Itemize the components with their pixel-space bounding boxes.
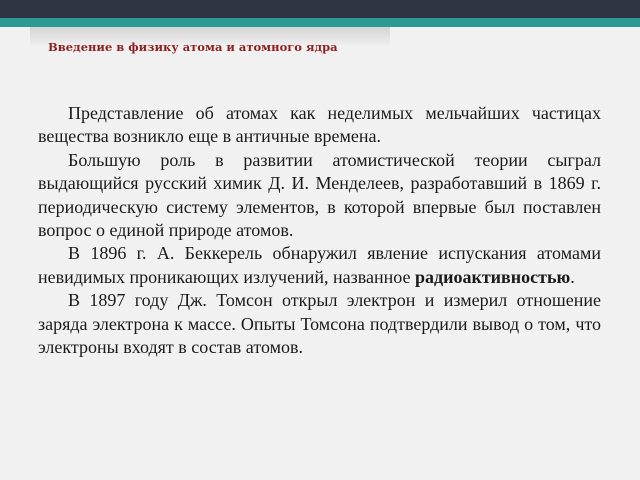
paragraph-text: В 1897 году Дж. Томсон открыл электрон и измерил отношение заряда электрона к массе. Опыты Томсона подтвердили вывод о том, что электроны входят в состав атомов. [38, 290, 601, 358]
accent-line [0, 18, 640, 27]
paragraph-text: Большую роль в развитии атомистической теории сыграл выдающийся русский химик Д. И. Менделеев, разработавший в 1869 г. периодическую систему элементов, в которой впервые был поставлен вопрос о единой природе атомов. [38, 149, 601, 241]
radioactivity-term: радиоактивностью [414, 266, 571, 287]
slide-body [38, 102, 601, 359]
paragraph-becquerel [38, 242, 601, 289]
paragraph-thomson [38, 289, 601, 359]
paragraph-tail: . [570, 266, 575, 287]
paragraph-mendeleev [38, 149, 601, 243]
header-band [0, 0, 640, 18]
paragraph-text: В 1896 г. А. Беккерель обнаружил явление испускания атомами невидимых проникающих излучений, названное [38, 243, 601, 287]
paragraph-text: Представление об атомах как неделимых мельчайших частицах вещества возникло еще в античные времена. [38, 103, 601, 147]
slide-title: Введение в физику атома и атомного ядра [48, 40, 338, 54]
paragraph-ancient-atoms [38, 102, 601, 149]
